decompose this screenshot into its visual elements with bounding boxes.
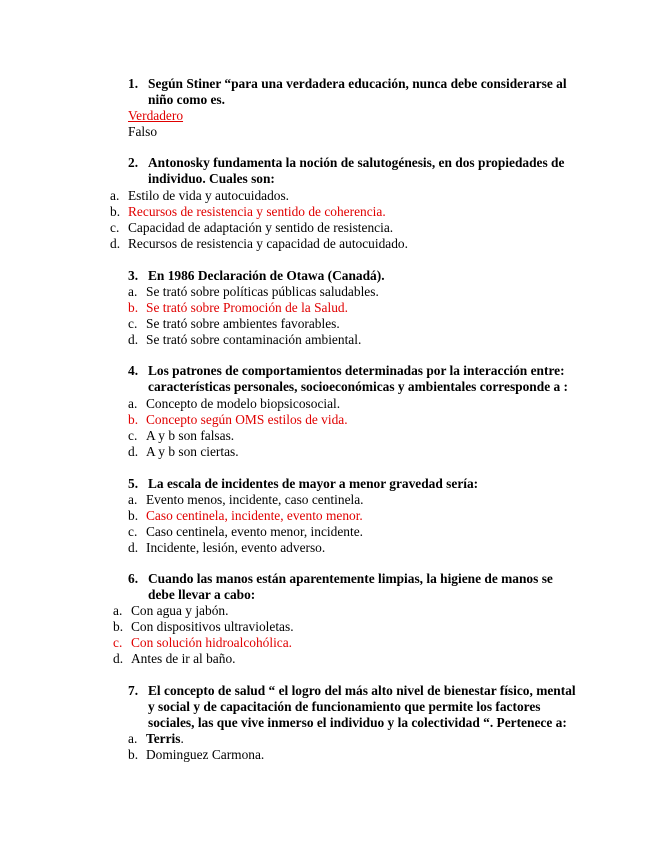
question-1 [128, 76, 568, 108]
answer-option [113, 651, 236, 667]
answer-option [110, 220, 393, 236]
option-text: Concepto de modelo biopsicosocial. [146, 396, 341, 411]
answer-option-correct [128, 508, 363, 524]
question-number: 2. [128, 155, 139, 170]
option-letter: b. [128, 747, 139, 762]
option-letter: b. [128, 300, 139, 315]
option-letter: a. [110, 188, 120, 203]
option-text: A y b son ciertas. [146, 444, 239, 459]
question-text: Los patrones de comportamientos determinadas por la interacción entre: características personales, socioeconómicas y ambientales corresponde a : [148, 363, 568, 394]
answer-option [113, 603, 228, 619]
question-2 [128, 155, 568, 187]
question-number: 4. [128, 363, 139, 378]
answer-option [128, 540, 325, 556]
question-text: Cuando las manos están aparentemente limpias, la higiene de manos se debe llevar a cabo: [148, 571, 553, 602]
answer-option-correct [128, 412, 348, 428]
question-7 [128, 683, 578, 731]
option-text: Concepto según OMS estilos de vida. [146, 412, 348, 427]
answer-option [128, 396, 340, 412]
option-text: Con dispositivos ultravioletas. [131, 619, 294, 634]
answer-option [110, 236, 408, 252]
question-text: En 1986 Declaración de Otawa (Canadá). [148, 268, 385, 283]
option-text: Se trató sobre políticas públicas saludables. [146, 284, 379, 299]
question-6 [128, 571, 568, 603]
option-text: Evento menos, incidente, caso centinela. [146, 492, 364, 507]
option-letter: c. [110, 220, 120, 235]
answer-option-correct [128, 300, 348, 316]
answer-option [128, 731, 184, 747]
option-text: Incidente, lesión, evento adverso. [146, 540, 326, 555]
option-text: Antes de ir al baño. [131, 651, 236, 666]
answer-option [128, 316, 340, 332]
option-text: Se trató sobre contaminación ambiental. [146, 332, 362, 347]
question-number: 5. [128, 476, 139, 491]
question-4 [128, 363, 568, 395]
option-text: Recursos de resistencia y capacidad de autocuidado. [128, 236, 408, 251]
option-text: Con agua y jabón. [131, 603, 229, 618]
option-letter: a. [128, 284, 138, 299]
option-letter: a. [128, 731, 138, 746]
option-letter: d. [113, 651, 124, 666]
question-3 [128, 268, 568, 284]
answer-option-correct [113, 635, 292, 651]
question-number: 6. [128, 571, 139, 586]
option-letter: b. [128, 412, 139, 427]
option-text: Recursos de resistencia y sentido de coherencia. [128, 204, 386, 219]
question-text: La escala de incidentes de mayor a menor gravedad sería: [148, 476, 479, 491]
answer-option [128, 747, 264, 763]
question-text: Según Stiner “para una verdadera educación, nunca debe considerarse al niño como es. [148, 76, 567, 107]
option-suffix: . [180, 731, 184, 746]
option-text: A y b son falsas. [146, 428, 235, 443]
option-text: Dominguez Carmona. [146, 747, 265, 762]
option-text: Capacidad de adaptación y sentido de resistencia. [128, 220, 394, 235]
option-letter: c. [113, 635, 123, 650]
answer-option: Falso [128, 124, 158, 139]
option-text: Se trató sobre Promoción de la Salud. [146, 300, 348, 315]
option-letter: b. [113, 619, 124, 634]
answer-option-correct [110, 204, 386, 220]
question-text: El concepto de salud “ el logro del más alto nivel de bienestar físico, mental y social y de capacitación de funcionamiento que permite los factores sociales, las que vive inmerso el individuo y la colectividad “. Pertenece a: [148, 683, 576, 730]
question-number: 7. [128, 683, 139, 698]
answer-option [113, 619, 294, 635]
option-letter: b. [110, 204, 121, 219]
option-text: Caso centinela, evento menor, incidente. [146, 524, 363, 539]
option-text: Se trató sobre ambientes favorables. [146, 316, 340, 331]
answer-option [128, 524, 363, 540]
question-number: 3. [128, 268, 139, 283]
option-letter: c. [128, 428, 138, 443]
option-letter: a. [128, 492, 138, 507]
option-letter: c. [128, 524, 138, 539]
answer-option [128, 428, 234, 444]
option-letter: c. [128, 316, 138, 331]
option-text: Estilo de vida y autocuidados. [128, 188, 290, 203]
option-text: Terris [146, 731, 181, 746]
option-text: Con solución hidroalcohólica. [131, 635, 293, 650]
answer-option [128, 332, 361, 348]
option-letter: a. [113, 603, 123, 618]
answer-option [128, 492, 364, 508]
answer-option [128, 444, 239, 460]
question-text: Antonosky fundamenta la noción de salutogénesis, en dos propiedades de individuo. Cuales son: [148, 155, 565, 186]
question-number: 1. [128, 76, 139, 91]
option-letter: a. [128, 396, 138, 411]
option-letter: d. [128, 444, 139, 459]
answer-option [110, 188, 289, 204]
answer-option [128, 284, 379, 300]
option-letter: b. [128, 508, 139, 523]
option-letter: d. [110, 236, 121, 251]
question-5 [128, 476, 568, 492]
option-text: Caso centinela, incidente, evento menor. [146, 508, 363, 523]
option-letter: d. [128, 332, 139, 347]
option-letter: d. [128, 540, 139, 555]
answer-option-correct: Verdadero [128, 108, 184, 123]
